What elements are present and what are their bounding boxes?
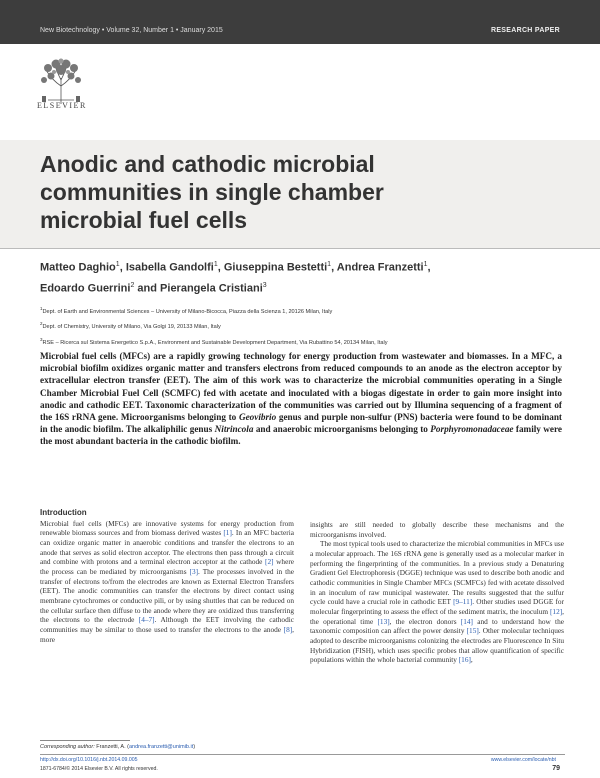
citation-link[interactable]: [14] xyxy=(460,616,473,626)
author-name: Matteo Daghio xyxy=(40,261,116,274)
right-column xyxy=(310,520,564,665)
citation-link[interactable]: [13] xyxy=(377,616,390,626)
citation-link[interactable]: [3] xyxy=(189,566,199,576)
section-label: RESEARCH PAPER xyxy=(490,27,560,34)
citation-link[interactable]: [12] xyxy=(550,606,563,616)
doi-link[interactable]: http://dx.doi.org/10.1016/j.nbt.2014.09.005 xyxy=(40,757,138,763)
citation-link[interactable]: [4–7] xyxy=(138,615,155,625)
footer-divider xyxy=(40,754,565,755)
journal-header-bar xyxy=(0,0,600,44)
footnote-divider xyxy=(40,740,130,741)
body-paragraph: The most typical tools used to characterize the microbial communities in MFCs use a molecular approach. The 16S rRNA gene is generally used as a molecular marker in performing the fingerprinting of the communities. In a previous study a Denaturing Gradient Gel Electrophoresis (DGGE) technique was used to describe both anodic and cathodic communities in Single Chamber MFCs (SCMFCs) fed with acetate dissolved in an inoculum of raw municipal wastewater. The results suggested that the sulfur cycle could have a crucial role in cathodic EET [9–11]. Other studies used DGGE for molecular fingerprinting to assess the effect of the sediment matrix, the inoculum [12], the operational time [13], the electron donors [14] and to understand how the taxonomic composition can affect the power density [15]. Other molecular techniques adopted to describe microorganisms colonizing the electrodes are Fluorescence In Situ Hybridization (FISH), which uses specific probes that allow quantification of specific populations within the whole bacterial community [16], xyxy=(310,539,565,665)
author-affiliation-mark: 1 xyxy=(213,261,218,268)
body-paragraph: Microbial fuel cells (MFCs) are innovative systems for energy production from renewable biomass sources and from biomass derived wastes [1]. In an MFC bacteria can oxidize organic matter in anaerobic conditions and transfer the electrons to an anode that serves as solid electron acceptor. The electrons then pass through a circuit and combine with protons and a terminal electron acceptor at the cathode [2] where the process can be mediated by microorganisms [3]. The processes involved in the transfer of electrons to/from the electrodes are known as External Electron Transfers (EET). The anodic communities can transfer the electrons by direct contact using membrane cytochromes or conductive pili, or by using shuttles that can be reduced on the cellular surface then diffuse to the anode where they are oxidized thus transferring the electrons to the electrode [4–7]. Although the EET involving the cathodic communities may be similar to those used to transfer the electrons to the anode [8], more xyxy=(40,518,294,644)
copyright-notice: 1871-6784/© 2014 Elsevier B.V. All rights reserved. xyxy=(40,766,158,772)
author-affiliation-mark: 1 xyxy=(115,261,120,268)
elsevier-tree-logo xyxy=(38,56,84,106)
author-affiliation-mark: 1 xyxy=(327,261,332,268)
citation-link[interactable]: [9–11] xyxy=(453,597,473,607)
journal-site-link[interactable]: www.elsevier.com/locate/nbt xyxy=(490,757,556,763)
author-name: Isabella Gandolfi xyxy=(125,261,214,274)
author-affiliation-mark: 1 xyxy=(423,261,428,268)
citation-link[interactable]: [15] xyxy=(466,626,479,636)
citation-link[interactable]: [8] xyxy=(283,624,293,634)
body-paragraph: insights are still needed to globally describe these mechanisms and the microorganisms involved. xyxy=(310,520,564,539)
page-number: 79 xyxy=(552,765,560,772)
citation-link[interactable]: [16] xyxy=(458,655,471,665)
affiliation: $^3$RSE – Ricerca sul Sistema Energetico S.p.A., Environment and Sustainable Development Department, Via Rubattino 54, 20134 Milan, Italy xyxy=(40,336,388,346)
author-name: Edoardo Guerrini xyxy=(40,282,131,295)
affiliation-list xyxy=(40,303,570,349)
author-email-link[interactable]: andrea.franzetti@unimib.it xyxy=(128,744,194,750)
author-name: Andrea Franzetti xyxy=(336,261,424,274)
author-affiliation-mark: 2 xyxy=(130,281,135,289)
author-affiliation-mark: 3 xyxy=(262,281,267,289)
affiliation: $^1$Dept. of Earth and Environmental Sciences – University of Milano-Bicocca, Piazza della Scienza 1, 20126 Milan, Italy xyxy=(40,306,333,315)
affiliation: $^2$Dept. of Chemistry, University of Milano, Via Golgi 19, 20133 Milan, Italy xyxy=(40,321,221,331)
corresponding-author-note: Corresponding author: Franzetti, A. (andrea.franzetti@unimib.it) xyxy=(40,744,196,750)
section-heading: Introduction xyxy=(40,508,87,517)
title-divider xyxy=(0,248,600,249)
author-list: Matteo Daghio$^1$, Isabella Gandolfi$^1$, Giuseppina Bestetti$^1$, Andrea Franzetti$^1$, Edoardo Guerrini$^2$ and Pierangela Cristiani$^3$ xyxy=(40,261,431,295)
abstract: Microbial fuel cells (MFCs) are a rapidly growing technology for energy production from wastewater and biomasses. In a MFC, a microbial biofilm oxidizes organic matter and transfers electrons from reduced compounds to an anode as the electron acceptor by extracellular electron transfer (EET). The aim of this work was to characterize the microbial communities operating in a Single Chamber Microbial Fuel Cell (SCMFC) fed with acetate and inoculated with a biogas digestate in order to gain more insight into anodic and cathodic EET. Taxonomic characterization of the communities was carried out by Illumina sequencing of a fragment of the 16S rRNA gene. Microorganisms belonging to Geovibrio genus and purple non-sulfur (PNS) bacteria were found to be dominant in the anodic biofilm. The alkaliphilic genus Nitrincola and anaerobic microorganisms belonging to Porphyromonadaceae family were the most abundant bacteria in the cathodic biofilm. xyxy=(40,351,562,447)
citation-link[interactable]: [2] xyxy=(265,557,274,567)
journal-citation: New Biotechnology • Volume 32, Number 1 • January 2015 xyxy=(40,27,223,34)
author-name: Giuseppina Bestetti xyxy=(223,261,328,274)
author-name: Pierangela Cristiani xyxy=(160,282,263,295)
left-column xyxy=(40,508,294,644)
article-title: Anodic and cathodic microbial communities in single chamber microbial fuel cells xyxy=(40,151,384,233)
publisher-wordmark: ELSEVIER xyxy=(37,101,87,110)
citation-link[interactable]: [1] xyxy=(223,528,232,538)
